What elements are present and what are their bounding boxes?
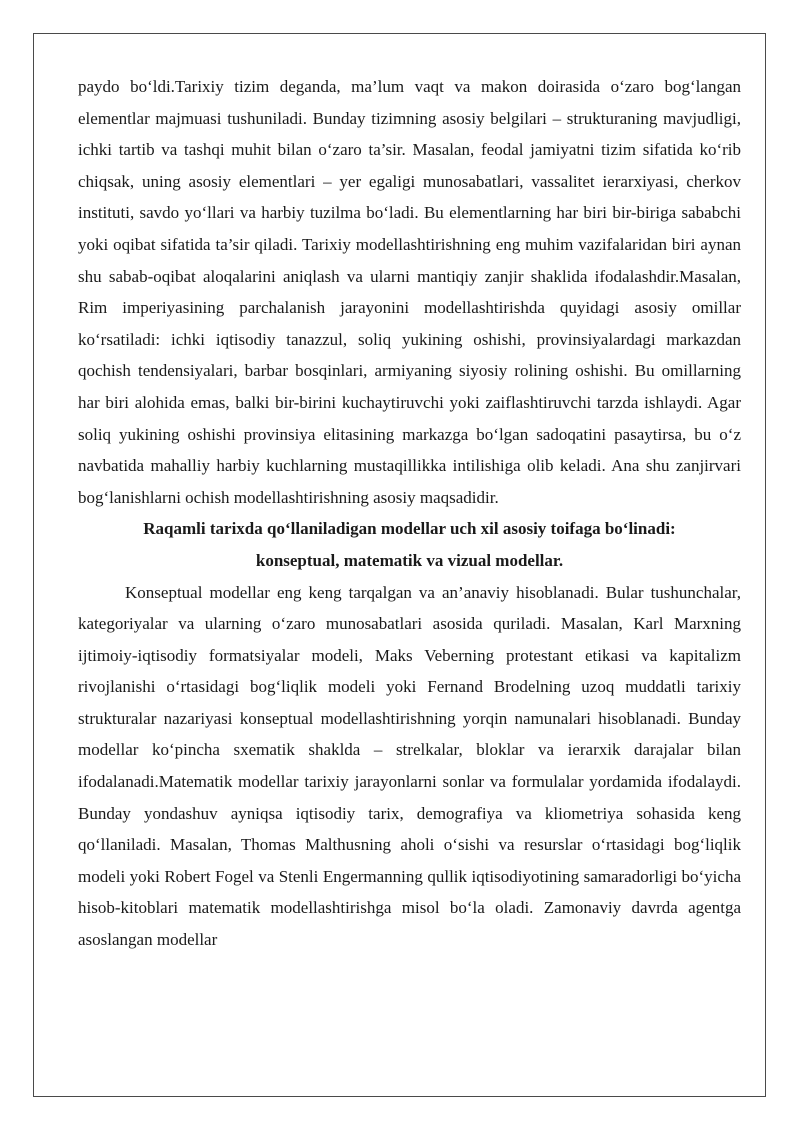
section-heading-line-1: Raqamli tarixda qo‘llaniladigan modellar uch xil asosiy toifaga bo‘linadi: <box>143 519 676 539</box>
paragraph-historical-systems: paydo bo‘ldi.Tarixiy tizim deganda, ma’lum vaqt va makon doirasida o‘zaro bog‘langan elementlar majmuasi tushuniladi. Bunday tizimning asosiy belgilari – strukturaning mavjudligi, ichki tartib va tashqi muhit bilan o‘zaro ta’sir. Masalan, feodal jamiyatni tizim sifatida ko‘rib chiqsak, uning asosiy elementlari – yer egaligi munosabatlari, vassalitet ierarxiyasi, cherkov instituti, savdo yo‘llari va harbiy tuzilma bo‘ladi. Bu elementlarning har biri bir-biriga sababchi yoki oqibat sifatida ta’sir qiladi. Tarixiy modellashtirishning eng muhim vazifalaridan biri aynan shu sabab-oqibat aloqalarini aniqlash va ularni mantiqiy zanjir shaklida ifodalashdir.Masalan, Rim imperiyasining parchalanish jarayonini modellashtirishda quyidagi asosiy omillar ko‘rsatiladi: ichki iqtisodiy tanazzul, soliq yukining oshishi, provinsiyalardagi markazdan qochish tendensiyalari, barbar bosqinlari, armiyaning siyosiy rolining oshishi. Bu omillarning har biri alohida emas, balki bir-birini kuchaytiruvchi yoki zaiflashtiruvchi tarzda ishlaydi. Agar soliq yukining oshishi provinsiya elitasining markazga bo‘lgan sadoqatini pasaytirsa, bu o‘z navbatida mahalliy harbiy kuchlarning mustaqillikka intilishiga olib keladi. Ana shu zanjirvari bog‘lanishlarni ochish modellashtirishning asosiy maqsadidir. <box>78 77 741 507</box>
section-heading-line-2: konseptual, matematik va vizual modellar. <box>255 550 564 570</box>
paragraph-model-types: Konseptual modellar eng keng tarqalgan va an’anaviy hisoblanadi. Bular tushunchalar, kategoriyalar va ularning o‘zaro munosabatlari asosida quriladi. Masalan, Karl Marxning ijtimoiy-iqtisodiy formatsiyalar modeli, Maks Veberning protestant etikasi va kapitalizm rivojlanishi o‘rtasidagi bog‘liqlik modeli yoki Fernand Brodelning uzoq muddatli tarixiy strukturalar nazariyasi konseptual modellashtirishning yorqin namunalari hisoblanadi. Bunday modellar ko‘pincha sxematik shaklda – strelkalar, bloklar va ierarxik darajalar bilan ifodalanadi.Matematik modellar tarixiy jarayonlarni sonlar va formulalar yordamida ifodalaydi. Bunday yondashuv ayniqsa iqtisodiy tarix, demografiya va kliometriya sohasida keng qo‘llaniladi. Masalan, Thomas Malthusning aholi o‘sishi va resurslar o‘rtasidagi bog‘liqlik modeli yoki Robert Fogel va Stenli Engermanning qullik iqtisodiyotining samaradorligi bo‘yicha hisob-kitoblari matematik modellashtirishga misol bo‘la oladi. Zamonaviy davrda agentga asoslangan modellar <box>78 582 741 950</box>
document-body <box>78 71 741 956</box>
